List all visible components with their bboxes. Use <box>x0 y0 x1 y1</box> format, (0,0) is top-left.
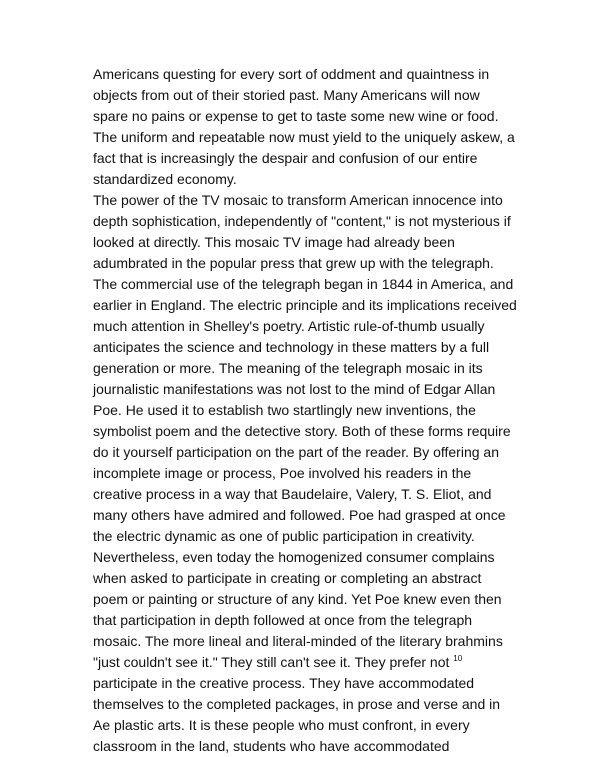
text-line: the electric dynamic as one of public participation in creativity. <box>93 528 475 544</box>
text-line: classroom in the land, students who have accommodated <box>93 738 450 754</box>
text-line: mosaic. The more lineal and literal-minded of the literary brahmins <box>93 633 503 649</box>
text-line: The uniform and repeatable now must yield to the uniquely askew, a <box>93 129 515 145</box>
footnote-marker: 10 <box>453 654 463 663</box>
text-line: adumbrated in the popular press that grew up with the telegraph. <box>93 255 494 271</box>
text-line: generation or more. The meaning of the telegraph mosaic in its <box>93 360 483 376</box>
text-line: journalistic manifestations was not lost to the mind of Edgar Allan <box>93 381 496 397</box>
text-line: participate in the creative process. They have accommodated <box>93 675 475 691</box>
text-line: when asked to participate in creating or completing an abstract <box>93 570 482 586</box>
text-line: spare no pains or expense to get to taste some new wine or food. <box>93 108 499 124</box>
text-line: Americans questing for every sort of oddment and quaintness in <box>93 66 490 82</box>
text-line: creative process in a way that Baudelaire, Valery, T. S. Eliot, and <box>93 486 492 502</box>
text-line: depth sophistication, independently of "content," is not mysterious if <box>93 213 511 229</box>
text-line: Ae plastic arts. It is these people who must confront, in every <box>93 717 470 733</box>
text-line: many others have admired and followed. Poe had grasped at once <box>93 507 506 523</box>
text-line: objects from out of their storied past. Many Americans will now <box>93 87 480 103</box>
text-line: that participation in depth followed at once from the telegraph <box>93 612 473 628</box>
text-line: poem or painting or structure of any kind. Yet Poe knew even then <box>93 591 502 607</box>
text-line: Nevertheless, even today the homogenized consumer complains <box>93 549 495 565</box>
text-line: earlier in England. The electric principle and its implications received <box>93 297 517 313</box>
text-line: The commercial use of the telegraph began in 1844 in America, and <box>93 276 514 292</box>
text-line: much attention in Shelley's poetry. Artistic rule-of-thumb usually <box>93 318 485 334</box>
text-line: anticipates the science and technology in these matters by a full <box>93 339 490 355</box>
text-line: incomplete image or process, Poe involved his readers in the <box>93 465 472 481</box>
text-line: standardized economy. <box>93 171 237 187</box>
text-line: The power of the TV mosaic to transform American innocence into <box>93 192 503 208</box>
text-line: themselves to the completed packages, in prose and verse and in <box>93 696 501 712</box>
body-text <box>93 64 593 757</box>
text-line: Poe. He used it to establish two startlingly new inventions, the <box>93 402 476 418</box>
text-line: symbolist poem and the detective story. Both of these forms require <box>93 423 511 439</box>
text-line: fact that is increasingly the despair and confusion of our entire <box>93 150 478 166</box>
text-line: "just couldn't see it." They still can't see it. They prefer not <box>93 654 450 670</box>
text-line-with-footnote <box>93 652 593 673</box>
text-line: looked at directly. This mosaic TV image had already been <box>93 234 455 250</box>
text-line: do it yourself participation on the part of the reader. By offering an <box>93 444 499 460</box>
